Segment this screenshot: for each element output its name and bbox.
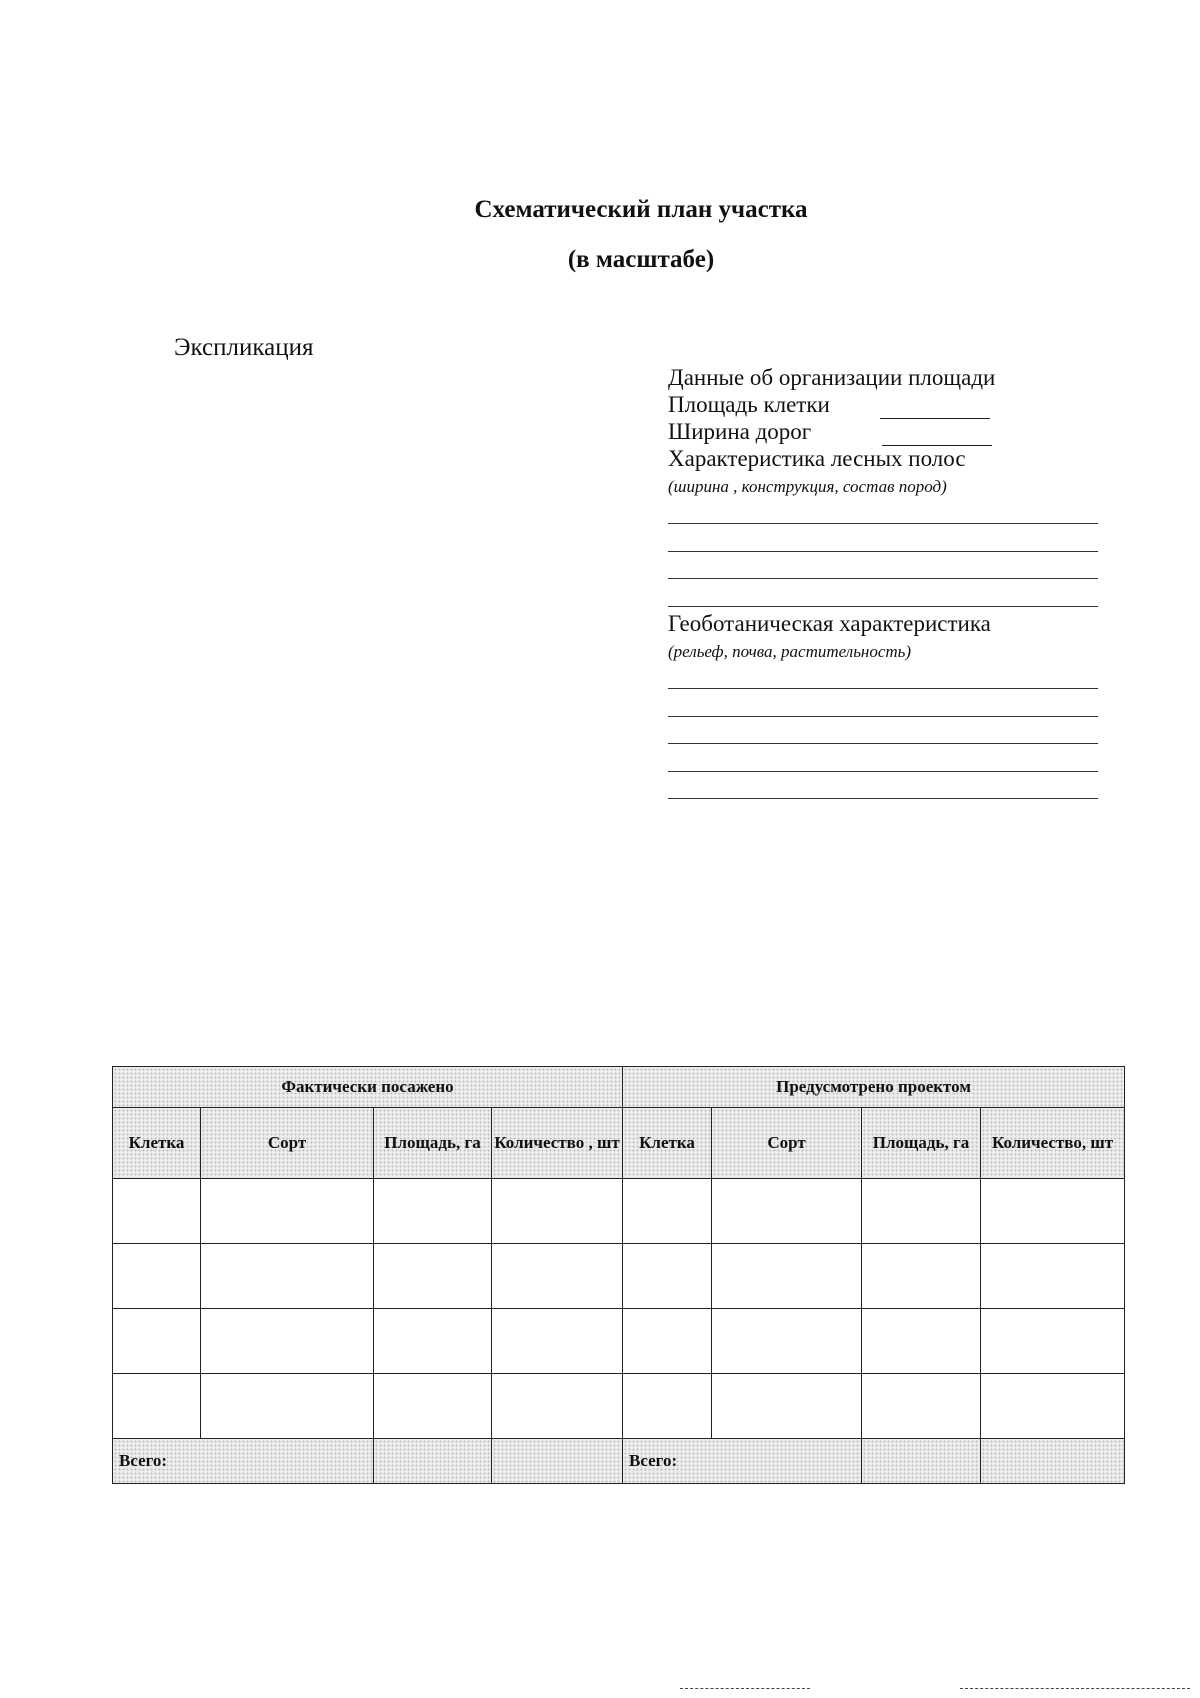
geobotany-line[interactable] [668,743,1098,744]
table-cell[interactable] [862,1179,981,1244]
table-cell[interactable] [712,1309,862,1374]
table-cell[interactable] [712,1374,862,1439]
table-cell[interactable] [862,1244,981,1309]
scan-artifact [680,1688,810,1689]
table-cell[interactable] [492,1244,623,1309]
column-header: Площадь, га [374,1108,492,1179]
table-cell[interactable] [492,1374,623,1439]
table-cell[interactable] [862,1374,981,1439]
geobotany-line[interactable] [668,688,1098,689]
table-cell[interactable] [623,1244,712,1309]
table-cell[interactable] [374,1374,492,1439]
cell-area-field[interactable] [880,418,990,419]
column-header: Количество, шт [981,1108,1125,1179]
table-cell[interactable] [374,1179,492,1244]
table-cell[interactable] [981,1244,1125,1309]
table-cell[interactable] [623,1374,712,1439]
geobotany-line[interactable] [668,716,1098,717]
table-cell[interactable] [623,1309,712,1374]
group-header-actual: Фактически посажено [113,1067,623,1108]
total-count-actual[interactable] [492,1439,623,1484]
table-cell[interactable] [113,1179,201,1244]
table-cell[interactable] [113,1374,201,1439]
total-label-actual: Всего: [113,1439,374,1484]
table-cell[interactable] [492,1309,623,1374]
geobotany-hint: (рельеф, почва, растительность) [668,642,912,661]
table-cell[interactable] [201,1244,374,1309]
forest-strips-line[interactable] [668,523,1098,524]
table-row [113,1374,1125,1439]
table-cell[interactable] [113,1309,201,1374]
planting-table [112,1066,1125,1484]
page-title: Схематический план участка [474,196,808,223]
column-header: Количество , шт [492,1108,623,1179]
group-header-planned: Предусмотрено проектом [623,1067,1125,1108]
table-cell[interactable] [374,1309,492,1374]
table-cell[interactable] [201,1309,374,1374]
column-header: Клетка [113,1108,201,1179]
forest-strips-line[interactable] [668,551,1098,552]
scan-artifact [960,1688,1190,1689]
table-cell[interactable] [492,1179,623,1244]
table-cell[interactable] [712,1244,862,1309]
table-cell[interactable] [623,1179,712,1244]
table-cell[interactable] [981,1309,1125,1374]
table-cell[interactable] [862,1309,981,1374]
forest-strips-hint: (ширина , конструкция, состав пород) [668,477,947,496]
road-width-label: Ширина дорог [668,419,812,444]
total-label-planned: Всего: [623,1439,862,1484]
column-header: Площадь, га [862,1108,981,1179]
total-row [113,1439,1125,1484]
geobotany-heading: Геоботаническая характеристика [668,611,991,636]
table-row [113,1179,1125,1244]
total-count-planned[interactable] [981,1439,1125,1484]
table-row [113,1309,1125,1374]
column-header: Сорт [712,1108,862,1179]
page-subtitle: (в масштабе) [567,246,715,273]
geobotany-line[interactable] [668,771,1098,772]
forest-strips-line[interactable] [668,606,1098,607]
table-cell[interactable] [374,1244,492,1309]
cell-area-label: Площадь клетки [668,392,830,417]
table-cell[interactable] [712,1179,862,1244]
table-cell[interactable] [113,1244,201,1309]
column-header: Сорт [201,1108,374,1179]
table-cell[interactable] [981,1179,1125,1244]
explication-label: Экспликация [174,334,314,361]
total-area-actual[interactable] [374,1439,492,1484]
geobotany-line[interactable] [668,798,1098,799]
forest-strips-line[interactable] [668,578,1098,579]
forest-strips-label: Характеристика лесных полос [668,446,966,471]
total-area-planned[interactable] [862,1439,981,1484]
table-row [113,1244,1125,1309]
table-cell[interactable] [201,1179,374,1244]
column-header: Клетка [623,1108,712,1179]
table-cell[interactable] [981,1374,1125,1439]
table-cell[interactable] [201,1374,374,1439]
organization-heading: Данные об организации площади [668,365,996,390]
